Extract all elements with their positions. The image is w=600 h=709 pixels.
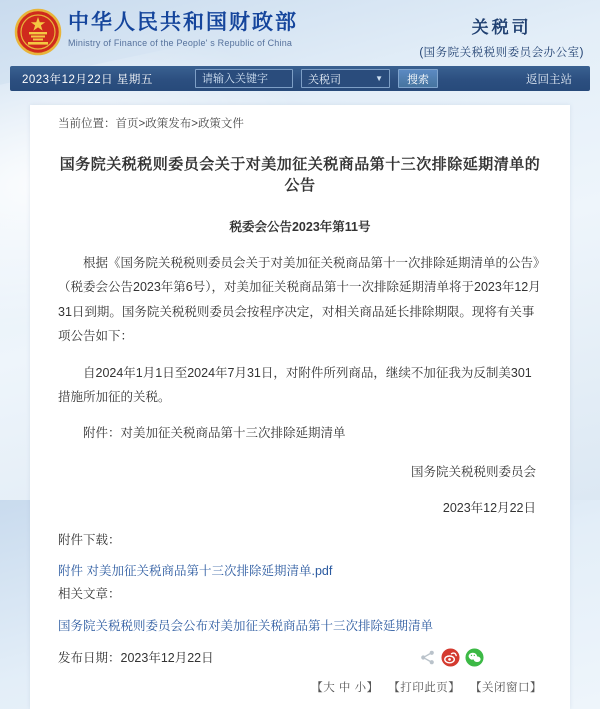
weibo-icon[interactable] [441, 648, 460, 667]
attachment-download-label: 附件下载： [58, 532, 121, 547]
publish-row [58, 648, 542, 667]
breadcrumb-separator: > [191, 118, 198, 130]
breadcrumb-separator: > [138, 118, 146, 130]
font-size-tool[interactable]: 【大 中 小】 [311, 681, 379, 694]
search-button[interactable]: 搜索 [398, 69, 438, 88]
breadcrumb-label: 当前位置： [58, 118, 116, 130]
current-date: 2023年12月22日 星期五 [22, 73, 153, 86]
related-articles-label: 相关文章： [58, 586, 121, 601]
department-title: 关税司 [471, 18, 532, 37]
paragraph: 附件：对美加征关税商品第十三次排除延期清单 [83, 426, 346, 441]
site-title: 中华人民共和国财政部 [68, 11, 298, 34]
wechat-icon[interactable] [465, 648, 484, 667]
share-buttons [419, 648, 542, 667]
document-number: 税委会公告2023年第11号 [229, 220, 371, 234]
breadcrumb [58, 115, 542, 131]
chevron-down-icon: ▼ [375, 74, 383, 83]
close-window-tool[interactable]: 【关闭窗口】 [470, 681, 542, 694]
issuing-authority: 国务院关税税则委员会 [410, 464, 536, 479]
search-input[interactable] [195, 69, 293, 88]
article-body [58, 251, 542, 446]
publish-date-label: 发布日期： [58, 651, 121, 666]
paragraph: 自2024年1月1日至2024年7月31日，对附件所列商品，继续不加征我为反制美301措施所加征的关税。 [58, 365, 532, 404]
national-emblem-icon [14, 8, 62, 56]
breadcrumb-home[interactable]: 首页 [115, 118, 139, 130]
site-header [0, 0, 600, 66]
breadcrumb-policy-docs[interactable]: 政策文件 [197, 118, 244, 130]
issue-date: 2023年12月22日 [442, 500, 536, 515]
attachment-pdf-link[interactable]: 附件 对美加征关税商品第十三次排除延期清单.pdf [58, 563, 333, 578]
content-panel [30, 105, 570, 709]
page-tools [58, 679, 542, 695]
print-page-tool[interactable]: 【打印此页】 [388, 681, 461, 694]
search-scope-dropdown[interactable] [301, 69, 390, 88]
publish-date [58, 648, 214, 666]
site-subtitle: Ministry of Finance of the People' s Republic of China [68, 38, 293, 49]
top-navbar [10, 66, 590, 91]
department-subtitle: (国务院关税税则委员会办公室) [419, 47, 584, 59]
back-to-main-site-link[interactable]: 返回主站 [526, 73, 572, 86]
article-title: 国务院关税税则委员会关于对美加征关税商品第十三次排除延期清单的公告 [59, 156, 541, 194]
breadcrumb-policy-release[interactable]: 政策发布 [145, 118, 192, 130]
search-scope-value: 关税司 [308, 73, 341, 86]
paragraph: 根据《国务院关税税则委员会关于对美加征关税商品第十一次排除延期清单的公告》（税委会公告2023年第6号），对美加征关税商品第十一次排除延期清单将于2023年12月31日到期。国务院关税税则委员会按程序决定，对相关商品延长排除期限。现将有关事项公告如下： [58, 256, 541, 344]
share-icon[interactable] [419, 649, 436, 666]
related-article-link[interactable]: 国务院关税税则委员会公布对美加征关税商品第十三次排除延期清单 [58, 618, 434, 633]
publish-date-value: 2023年12月22日 [120, 651, 214, 666]
